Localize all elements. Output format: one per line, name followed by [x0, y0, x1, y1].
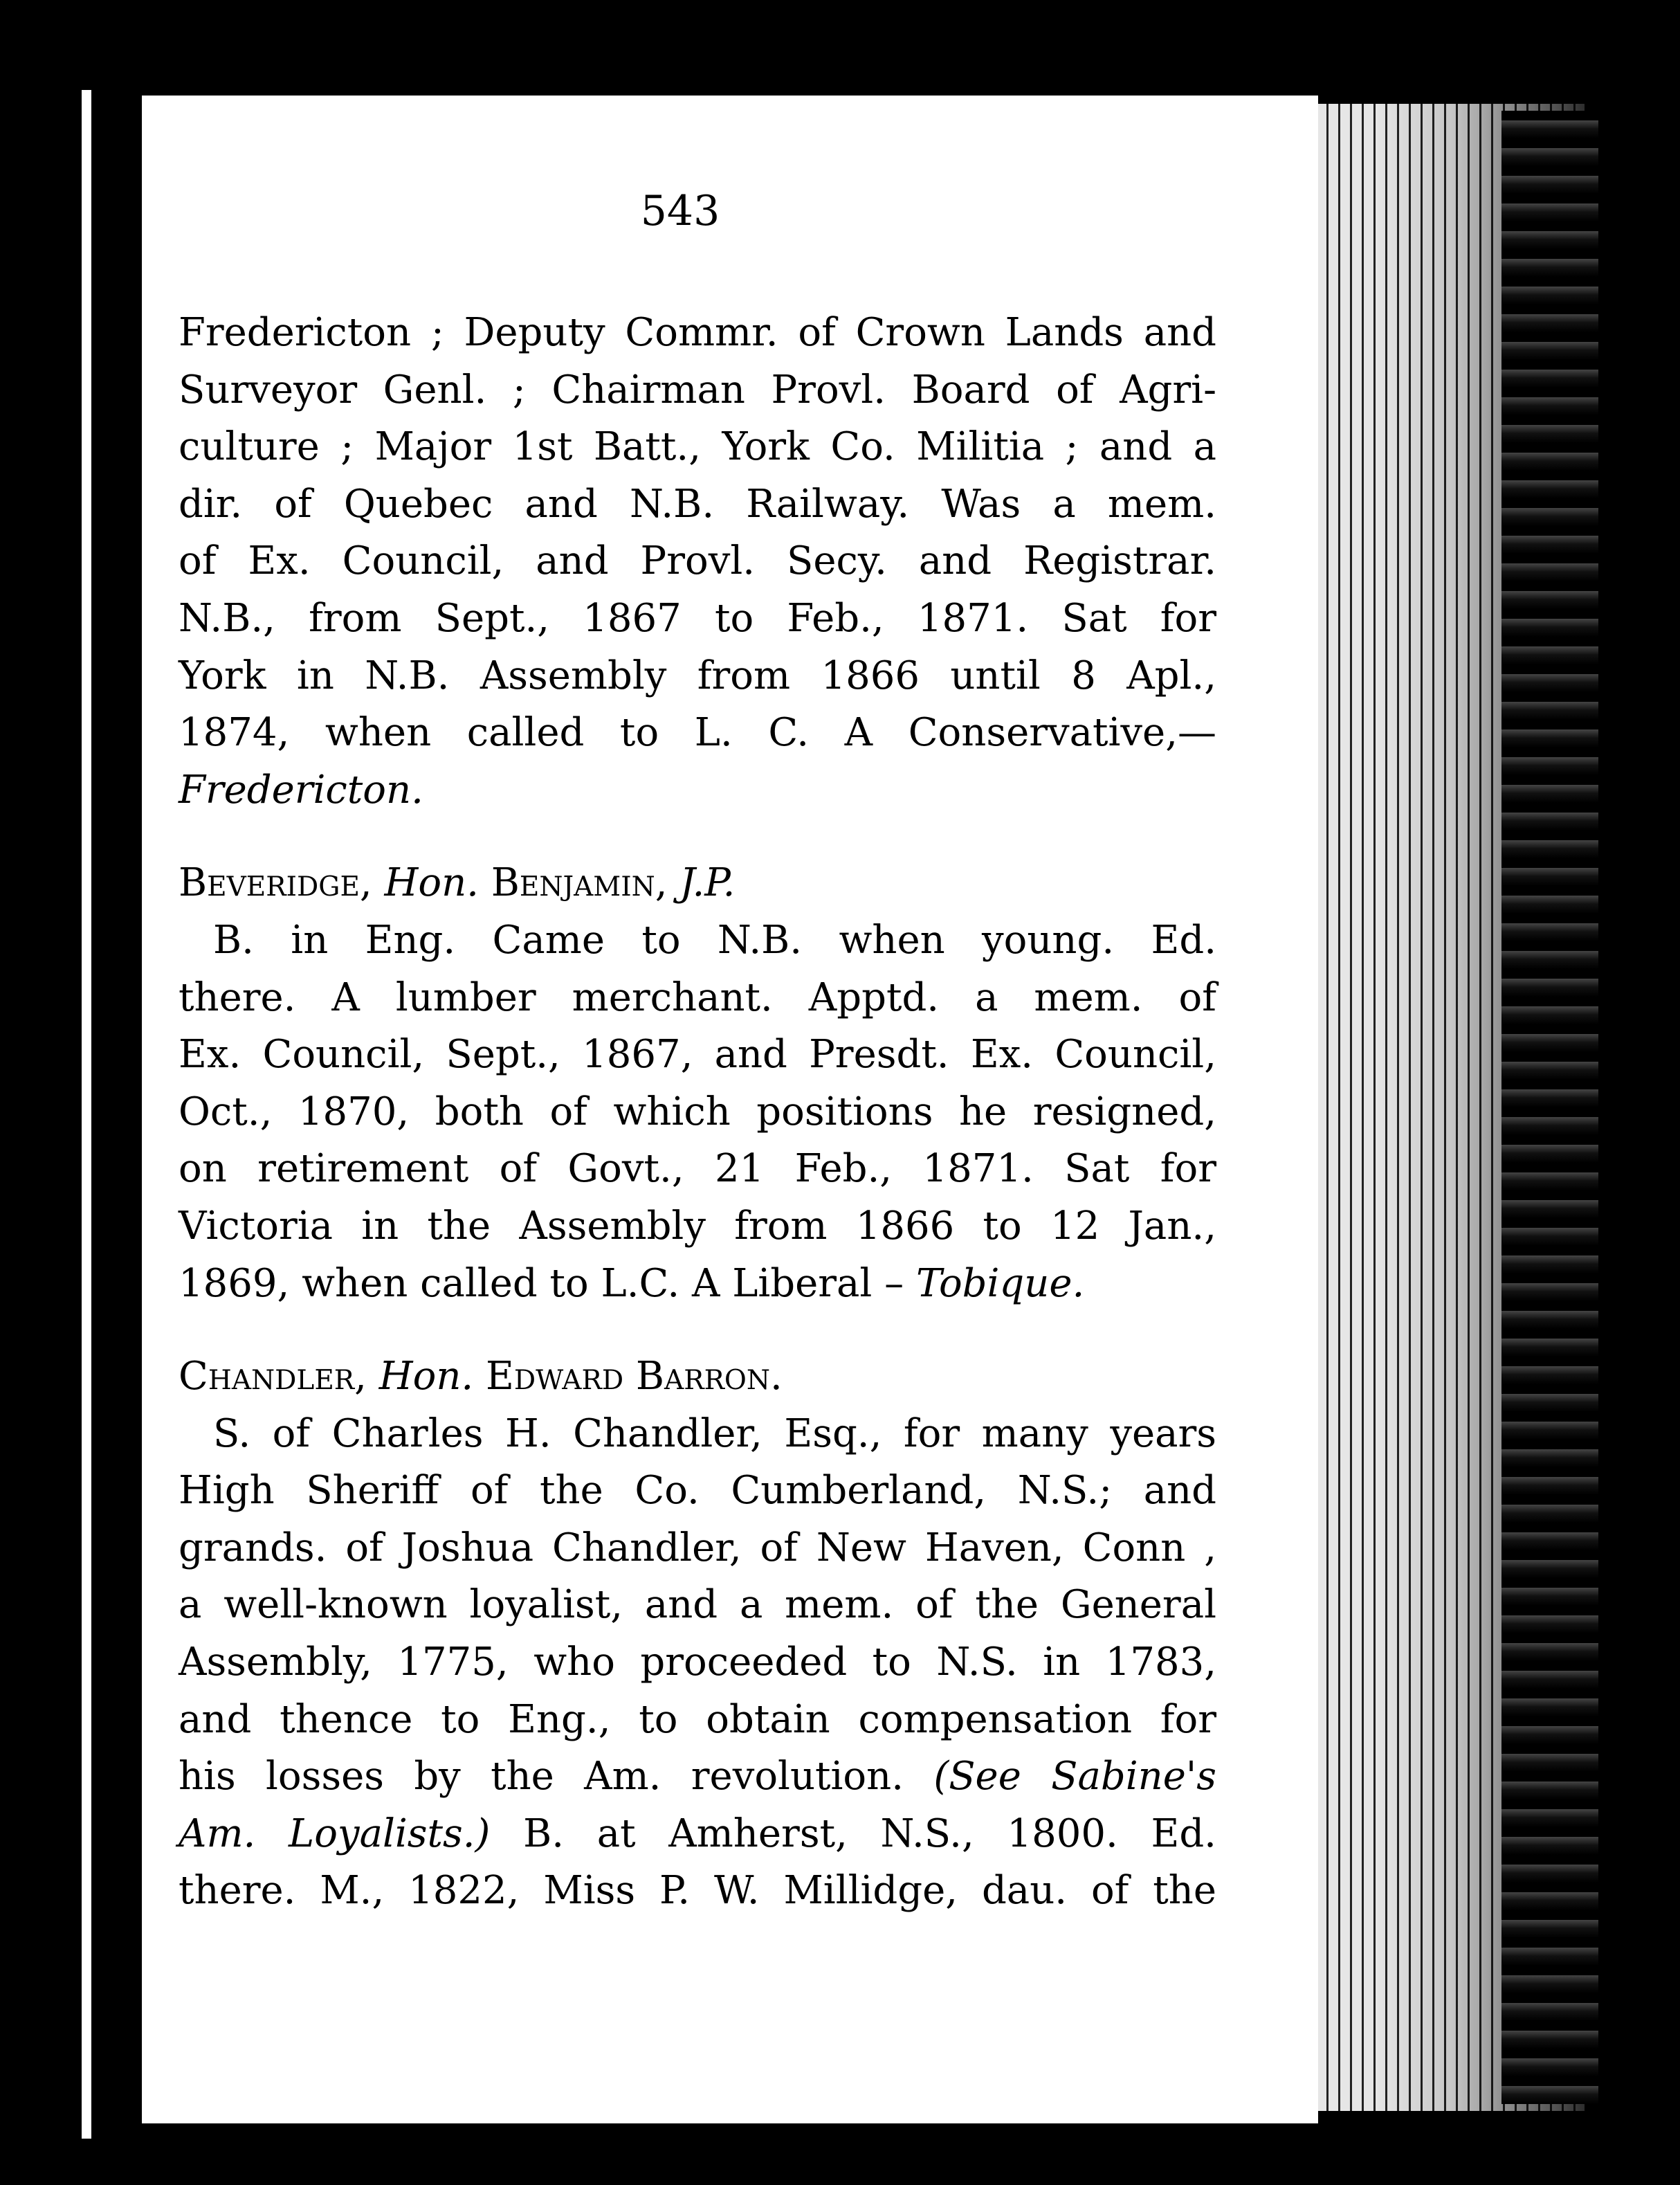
text-line: 1874, when called to L. C. A Conservative,— [179, 710, 1216, 756]
entry-chandler [179, 1348, 1216, 1920]
page-edge-stack [1501, 111, 1598, 2104]
text-line: York in N.B. Assembly from 1866 until 8 Apl., [179, 653, 1216, 698]
text-span: his losses by the Am. revolution. [179, 1754, 904, 1799]
text-line: there. M., 1822, Miss P. W. Millidge, dau. of the [179, 1868, 1216, 1914]
text-line: Assembly, 1775, who proceeded to N.S. in 1783, [179, 1640, 1216, 1685]
scan-left-edge [82, 90, 91, 2139]
text-line: Ex. Council, Sept., 1867, and Presdt. Ex. Council, [179, 1032, 1216, 1078]
text-line: High Sheriff of the Co. Cumberland, N.S.; and [179, 1468, 1216, 1514]
text-line: Fredericton ; Deputy Commr. of Crown Lands and [179, 310, 1216, 355]
entry-honorific: Hon. [384, 860, 479, 906]
entry-surname: Chandler, [179, 1354, 367, 1399]
entry-heading [179, 855, 1216, 912]
entry-beveridge [179, 855, 1216, 1312]
text-line: grands. of Joshua Chandler, of New Haven, Conn , [179, 1525, 1216, 1570]
page-text [179, 305, 1216, 1920]
entry-heading [179, 1348, 1216, 1406]
text-span-citation: Am. Loyalists.) [179, 1811, 491, 1856]
text-line: S. of Charles H. Chandler, Esq., for many years [213, 1411, 1216, 1456]
text-line: and thence to Eng., to obtain compensation for [179, 1696, 1216, 1742]
text-line: culture ; Major 1st Batt., York Co. Militia ; and a [179, 424, 1216, 470]
text-span: B. at Amherst, N.S., 1800. Ed. [523, 1811, 1216, 1856]
text-span: 1869, when called to L.C. A Liberal – [179, 1260, 904, 1306]
text-line: Victoria in the Assembly from 1866 to 12 Jan., [179, 1203, 1216, 1249]
page-number: 543 [640, 187, 720, 235]
text-line: N.B., from Sept., 1867 to Feb., 1871. Sat for [179, 595, 1216, 641]
entry-continuation [179, 305, 1216, 819]
text-line-residence: Fredericton. [179, 767, 423, 813]
text-line [179, 1255, 1216, 1313]
text-line: dir. of Quebec and N.B. Railway. Was a mem. [179, 481, 1216, 527]
text-line: of Ex. Council, and Provl. Secy. and Registrar. [179, 538, 1216, 584]
text-span-residence: Tobique. [915, 1260, 1085, 1306]
entry-given-name: Benjamin, [491, 860, 668, 906]
text-line [179, 1806, 1216, 1863]
text-line: B. in Eng. Came to N.B. when young. Ed. [213, 917, 1216, 963]
entry-title: J.P. [679, 860, 736, 906]
text-span-citation: (See Sabine's [933, 1754, 1216, 1799]
text-line: a well-known loyalist, and a mem. of the General [179, 1582, 1216, 1628]
entry-given-name: Edward Barron. [486, 1354, 783, 1399]
text-line: on retirement of Govt., 21 Feb., 1871. Sat for [179, 1146, 1216, 1192]
text-line: Oct., 1870, both of which positions he resigned, [179, 1089, 1216, 1134]
text-line [179, 1748, 1216, 1806]
text-line: Surveyor Genl. ; Chairman Provl. Board of Agri- [179, 367, 1216, 412]
entry-surname: Beveridge, [179, 860, 372, 906]
text-line: there. A lumber merchant. Apptd. a mem. of [179, 974, 1216, 1020]
entry-honorific: Hon. [378, 1354, 474, 1399]
